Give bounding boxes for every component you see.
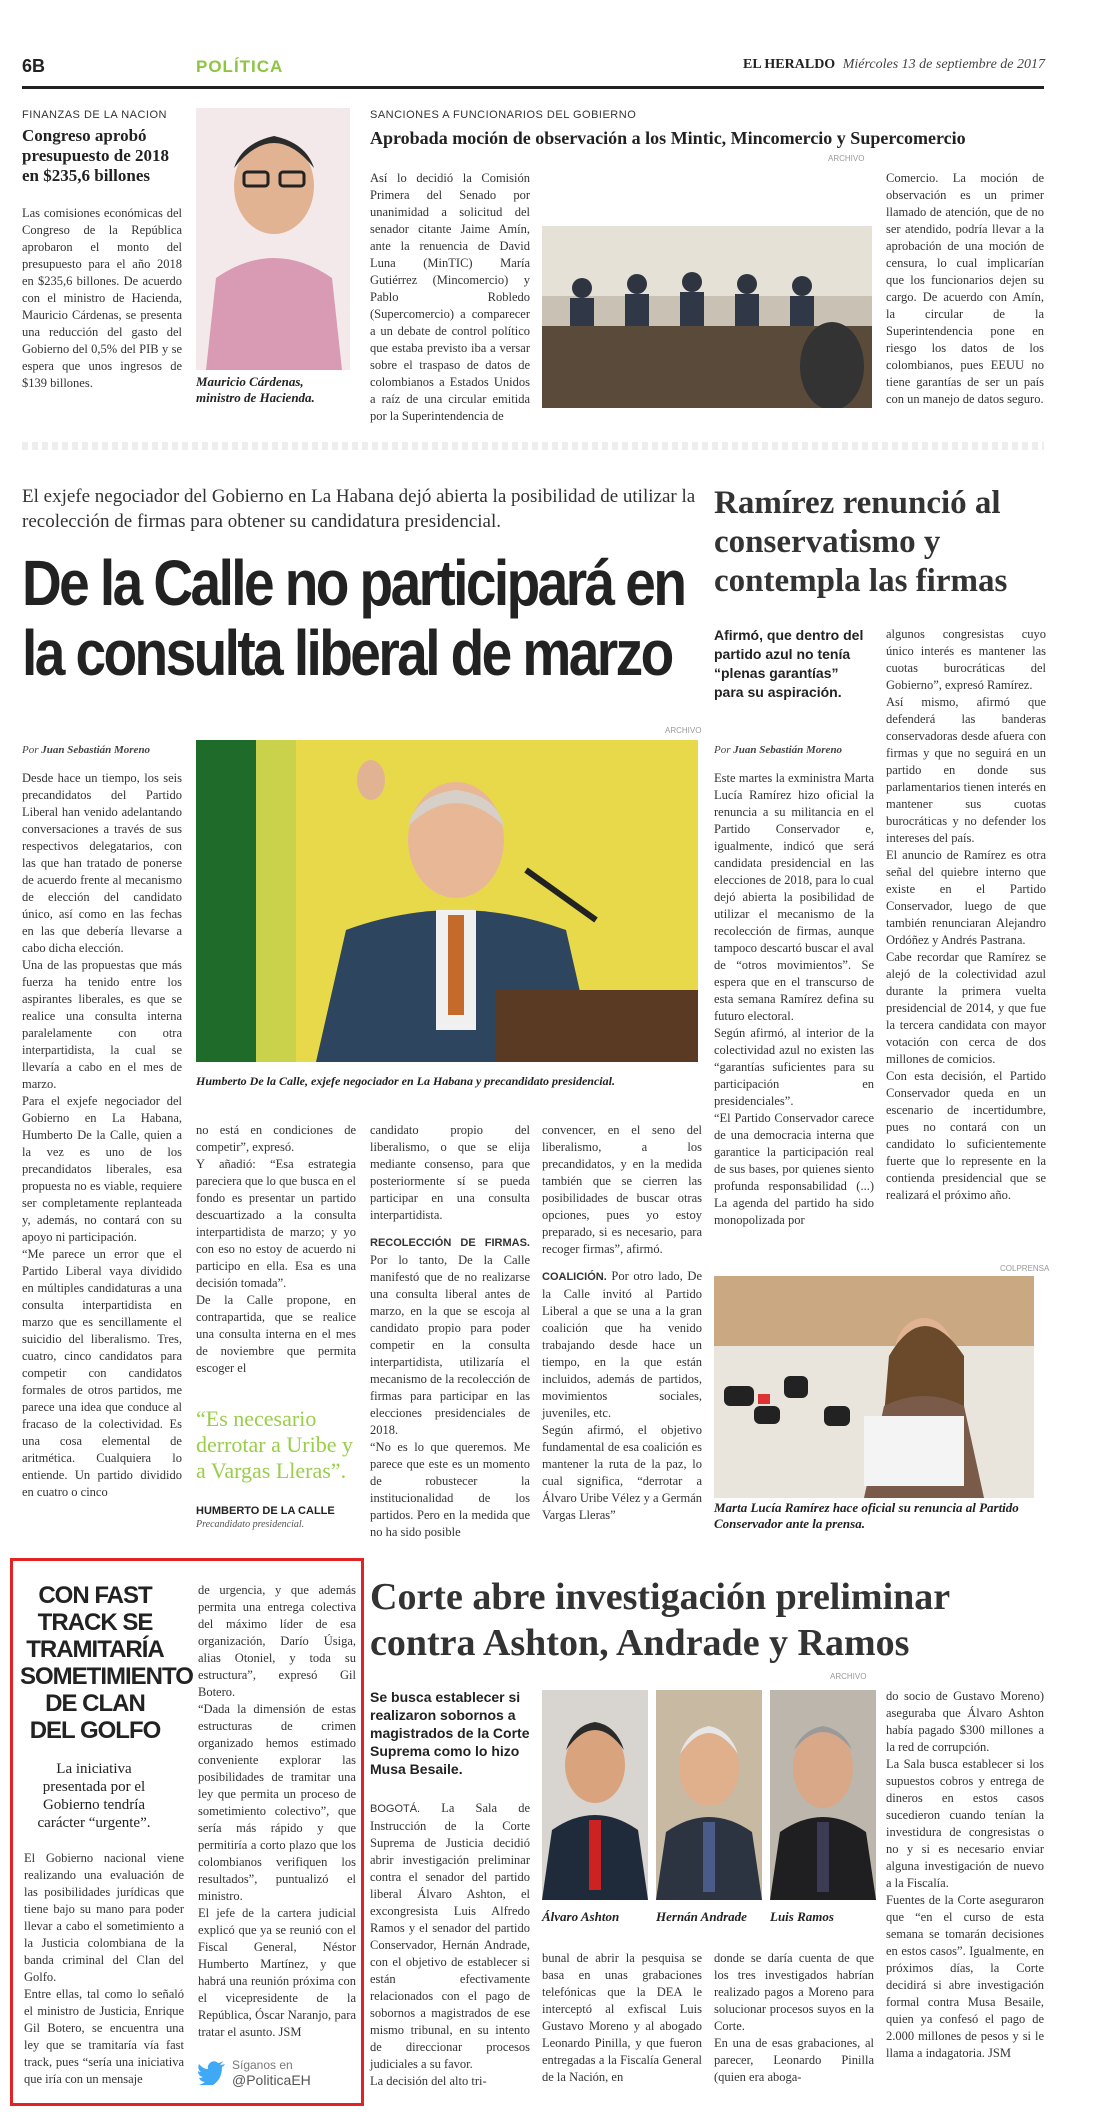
- ramirez-lead: Afirmó, que dentro del partido azul no tenía “plenas garantías” para su aspiración.: [714, 627, 864, 700]
- ramirez-headline: Ramírez renunció al conservatismo y contempla las firmas: [714, 485, 1008, 599]
- twitter-bird-icon: [198, 2061, 226, 2085]
- col4-text-a: convencer, en el seno del liberalismo, a los precandidatos, y en la medida también que se cierren las posibilidades de buscar otras opciones, pues yo estoy preparado, si es necesario, para recoger firmas”, afirmó.: [542, 1123, 702, 1256]
- byline-author: Juan Sebastián Moreno: [41, 744, 151, 756]
- delacalle-byline: [22, 744, 150, 756]
- corte-col4: do socio de Gustavo Moreno) aseguraba que Álvaro Ashton había pagado $300 millones a la red de corrupción. La Sala busca establecer si los supuestos cobros y entrega de dineros en estos casos sucedieron cuando tenían la investidura de congresistas o no y si es necesario enviar alguna investigación de nuevo a la Fiscalía. Fuentes de la Corte aseguraron que “en el curso de esta semana se tomarán decisiones en estos casos”. Igualmente, en próximos días, la Corte decidirá si abre investigación formal contra Musa Besaile, quien ya confesó el pago de 2.000 millones de pesos y si le llama a indagatoria. JSM: [886, 1689, 1044, 2060]
- byline-prefix: Por: [714, 744, 731, 756]
- sanciones-kicker: SANCIONES A FUNCIONARIOS DEL GOBIERNO: [370, 109, 637, 121]
- page-number: 6B: [22, 56, 46, 76]
- col3-leadin: RECOLECCIÓN DE FIRMAS.: [370, 1237, 530, 1249]
- finanzas-kicker: FINANZAS DE LA NACION: [22, 109, 167, 121]
- ramirez-col1: Este martes la exministra Marta Lucía Ramírez hizo oficial la renuncia a su militancia en el Partido Conservador e, igualmente, indicó que será candidata presidencial en las elecciones de 2018, para lo cual dejó abierta la posibilidad de utilizar el mecanismo de la recolección de firmas, aunque tampoco descartó buscar el aval de “otros movimientos”. Se espera que en el transcurso de esta semana Ramírez defina su futuro electoral. Según afirmó, al interior de la colectividad azul no existen las “garantías suficientes para su participación en presidenciales”. “El Partido Conservador carece de una democracia interna que garantice la participación real de sus bases, por quienes siento profunda responsabilidad (...) La agenda del partido ha sido monopolizada por: [714, 771, 874, 1227]
- ramirez-caption: Marta Lucía Ramírez hace oficial su renuncia al Partido Conservador ante la prensa.: [714, 1500, 1019, 1531]
- section-divider: [22, 442, 1044, 450]
- delacalle-credit: ARCHIVO: [665, 726, 702, 735]
- fasttrack-col2: de urgencia, y que además permita una entrega colectiva del máximo líder de esa organización, Darío Úsiga, alias Otoniel, y toda su estructura”, expresó Gil Botero. “Dada la dimensión de estas estructuras de crimen organizado hemos estimado conveniente explorar las posibilidades de tramitar una ley que permita un proceso de sometimiento colectivo”, que sería más rápido y que permitiría a corto plazo que los colombianos verifiquen los resultados”, puntualizó el ministro. El jefe de la cartera judicial explicó que ya se reunió con el Fiscal General, Néstor Humberto Martínez, y que habrá una reunión próxima con el vicepresidente de la República, Óscar Naranjo, para tratar el asunto. JSM: [198, 1583, 356, 2039]
- corte-col2: bunal de abrir la pesquisa se basa en unas grabaciones telefónicas que la DEA le interceptó al exfiscal Luis Gustavo Moreno y al abogado Leonardo Pinilla, y que fueron entregadas a la Fiscalía General de la Nación, en: [542, 1951, 702, 2084]
- col3-text-b: Por lo tanto, De la Calle manifestó que de no realizarse una consulta liberal antes de marzo, en la que se escoja al candidato propio para poder competir en la consulta interpartidista, utilizaría el mecanismo de la recolección de firmas para participar en las elecciones presidenciales de 2018. “No es lo que queremos. Me parece que este es un momento de robustecer la institucionalidad de los partidos. Pero en la medida que no ha sido posible: [370, 1253, 530, 1539]
- paper-name: EL HERALDO: [743, 57, 836, 72]
- issue-date: Miércoles 13 de septiembre de 2017: [842, 57, 1045, 72]
- section-label: POLÍTICA: [196, 57, 284, 76]
- delacalle-headline: De la Calle no participará en la consulta liberal de marzo: [22, 547, 685, 689]
- delacalle-col2: no está en condiciones de competir”, expresó. Y añadió: “Esa estrategia pareciera que lo que busca en el fondo es presentar un partido descuartizado a la consulta interpartidista de marzo; y yo con eso no estoy de acuerdo ni participo en ella. Esa es una decisión tomada”. De la Calle propone, en contrapartida, que se realice una consulta interna en el mes de noviembre que permita escoger el: [196, 1123, 356, 1375]
- corte-photos: [542, 1690, 878, 1925]
- finanzas-caption: Mauricio Cárdenas, ministro de Hacienda.: [196, 374, 315, 405]
- corte-credit: ARCHIVO: [830, 1672, 867, 1681]
- senate-photo: [542, 226, 872, 408]
- delacalle-col1: Desde hace un tiempo, los seis precandidatos del Partido Liberal han venido adelantando conversaciones a través de sus respectivos delegatarios, con las que han tratado de ponerse de acuerdo frente al mecanismo de elección del candidato único, así como en las fechas en las que debería llevarse a cabo dicha elección. Una de las propuestas que más fuerza ha tenido entre los aspirantes liberales, es que se realice una consulta interna paralelamente con otra interpartidista, la cual se llevaría a cabo en el mes de marzo. Para el exjefe negociador del Gobierno en La Habana, Humberto De la Calle, quien a la vez es uno de los precandidatos liberales, esa propuesta no es viable, requiere ser completamente replanteada y, además, no contará con su apoyo ni participación. “Me parece un error que el Partido Liberal vaya dividido en múltiples candidaturas a una consulta interpartidista en marzo que es sencillamente el suicidio del liberalismo. Tres, cuatro, cinco candidatos para competir con candidatos formales de otros partidos, me parece una idea que conduce al fracaso de la colectividad. Es una cosa elemental de aritmética. Cualquiera lo entiende. Un partido dividido en cuatro o cinco: [22, 771, 182, 1499]
- cardenas-photo: [196, 108, 350, 370]
- fasttrack-lead: La iniciativa presentada por el Gobierno tendría carácter “urgente”.: [37, 1761, 151, 1831]
- delacalle-deck: El exjefe negociador del Gobierno en La Habana dejó abierta la posibilidad de utilizar la recolección de firmas para obtener su candidatura presidencial.: [22, 486, 696, 532]
- col4-leadin: COALICIÓN.: [542, 1271, 607, 1283]
- corte-headline: Corte abre investigación preliminar contra Ashton, Andrade y Ramos: [370, 1576, 950, 1664]
- ramos-portrait: [770, 1690, 876, 1925]
- quote-name: HUMBERTO DE LA CALLE: [196, 1505, 335, 1517]
- byline-prefix: Por: [22, 744, 39, 756]
- ramirez-byline: [714, 744, 842, 756]
- follow-label: Síganos en: [232, 2058, 293, 2072]
- delacalle-col4: [542, 1122, 702, 1524]
- masthead: [743, 57, 1045, 73]
- finanzas-body: Las comisiones económicas del Congreso de la República aprobaron el monto del presupuesto para el año 2018 en $235,6 billones. De acuerdo con el ministro de Hacienda, Mauricio Cárdenas, se presenta una reducción del gasto del Gobierno del 0,5% del PIB y se espera que unos ingresos de $139 billones.: [22, 206, 182, 390]
- col4-text-b: Por otro lado, De la Calle invitó al Partido Liberal a que se una a la gran coalición que ha venido trabajando desde hace un tiempo, en la que están incluidos, además de partidos, movimientos sociales, juveniles, etc. Según afirmó, el objetivo fundamental de esa coalición es mantener la ruta de la paz, lo cual significa, “derrotar a Álvaro Uribe Vélez y a Germán Vargas Lleras”: [542, 1269, 702, 1522]
- delacalle-photo: [196, 740, 698, 1062]
- ramirez-credit: COLPRENSA: [1000, 1264, 1050, 1273]
- byline-author: Juan Sebastián Moreno: [733, 744, 843, 756]
- col3-section: [370, 1234, 530, 1541]
- finanzas-title: Congreso aprobó presupuesto de 2018 en $235,6 billones: [22, 126, 170, 185]
- corte-col1-text: La Sala de Instrucción de la Corte Suprema de Justicia decidió abrir investigación preliminar contra el senador del partido liberal Álvaro Ashton, el excongresista Luis Alfredo Ramos y el senador del partido Conservador, Hernán Andrade, con el objetivo de establecer si están efectivamente relacionados con el pago de sobornos a magistrados de ese mismo tribunal, en su intento de direccionar procesos judiciales a su favor. La decisión del alto tri-: [370, 1801, 530, 2088]
- sanciones-credit: ARCHIVO: [828, 154, 865, 163]
- col3-text-a: candidato propio del liberalismo, o que se elija mediante consenso, para que posteriormente sí se pueda participar en una consulta interpartidista.: [370, 1123, 530, 1222]
- fasttrack-headline: CON FAST TRACK SE TRAMITARÍA SOMETIMIENTO DE CLAN DEL GOLFO: [20, 1582, 193, 1744]
- quote-role: Precandidato presidencial.: [196, 1519, 305, 1530]
- corte-col3: donde se daría cuenta de que los tres investigados habrían realizado pagos a Moreno para solucionar procesos suyos en la Corte. En una de esas grabaciones, al parecer, Leonardo Pinilla (quien era aboga-: [714, 1951, 874, 2084]
- twitter-follow[interactable]: [198, 2058, 311, 2088]
- sanciones-body-right: Comercio. La moción de observación es un primer llamado de atención, que de no ser atendido, podría llevar a la aprobación de una moción de censura, lo cual implicarían que los funcionarios dejen su cargo. De acuerdo con Amín, la circular de la Superintendencia pone en riesgo los datos de los colombianos, pues EEUU no tiene garantías de ser un país con un manejo de datos seguro.: [886, 171, 1044, 406]
- corte-col1: [370, 1800, 530, 2090]
- corte-lead: Se busca establecer si realizaron sobornos a magistrados de la Corte Suprema como lo hizo Musa Besaile.: [370, 1689, 530, 1777]
- twitter-text: [232, 2058, 311, 2088]
- col4-section: [542, 1268, 702, 1524]
- portrait-caption: Luis Ramos: [770, 1909, 834, 1924]
- header-rule: [22, 86, 1044, 89]
- portrait-caption: Álvaro Ashton: [542, 1909, 620, 1924]
- portrait-caption: Hernán Andrade: [656, 1909, 747, 1924]
- pull-quote: “Es necesario derrotar a Uribe y a Vargas Lleras”.: [196, 1406, 353, 1483]
- delacalle-caption: Humberto De la Calle, exjefe negociador en La Habana y precandidato presidencial.: [196, 1074, 615, 1088]
- ashton-portrait: [542, 1690, 648, 1925]
- ramirez-col2: algunos congresistas cuyo único interés es mantener las cuotas burocráticas del Gobierno”, expresó Ramírez. Así mismo, afirmó que defenderá las banderas conservadoras desde afuera con firmas y que no seguirá en un partido en donde sus parlamentarios tienen interés en mantener sus cuotas burocráticas y no defender los intereses del país. El anuncio de Ramírez es otra señal del quiebre interno que existe en el Partido Conservador, luego de que también renunciaran Alejandro Ordóñez y Andrés Pastrana. Cabe recordar que Ramírez se alejó de la colectividad azul durante la primera vuelta presidencial de 2014, y que fue la tercera candidata con mayor votación con cerca de dos millones de comicios. Con esta decisión, el Partido Conservador queda en un escenario de incertidumbre, pues no contará con un candidato lo suficientemente fuerte que lo represente en la contienda presidencial que se realizará el próximo año.: [886, 627, 1046, 1202]
- sanciones-body-left: Así lo decidió la Comisión Primera del Senado por unanimidad a solicitud del senador citante Jaime Amín, ante la renuencia de David Luna (MinTIC) María Gutiérrez (Mincomercio) y Pablo Robledo (Supercomercio) a comparecer a un debate de control político que estaba previsto iba a versar sobre el traspaso de datos de colombianos a Estados Unidos a raíz de una circular emitida por la Superintendencia de: [370, 171, 530, 423]
- andrade-portrait: [656, 1690, 762, 1925]
- ramirez-photo: [714, 1276, 1034, 1498]
- delacalle-col3: [370, 1122, 530, 1541]
- sanciones-title: Aprobada moción de observación a los Mintic, Mincomercio y Supercomercio: [370, 128, 966, 148]
- twitter-handle: @PoliticaEH: [232, 2072, 311, 2088]
- fasttrack-col1: El Gobierno nacional viene realizando una evaluación de las posibilidades jurídicas que tiene bajo su mano para poder llevar a cabo el sometimiento a la Justicia colombiana de la banda criminal del Clan del Golfo. Entre ellas, tal como lo señaló el ministro de Justicia, Enrique Gil Botero, se encuentra una ley que se tramitaría vía fast track, pues “sería una iniciativa que iría con un mensaje: [24, 1851, 184, 2086]
- corte-dateline: BOGOTÁ.: [370, 1803, 421, 1815]
